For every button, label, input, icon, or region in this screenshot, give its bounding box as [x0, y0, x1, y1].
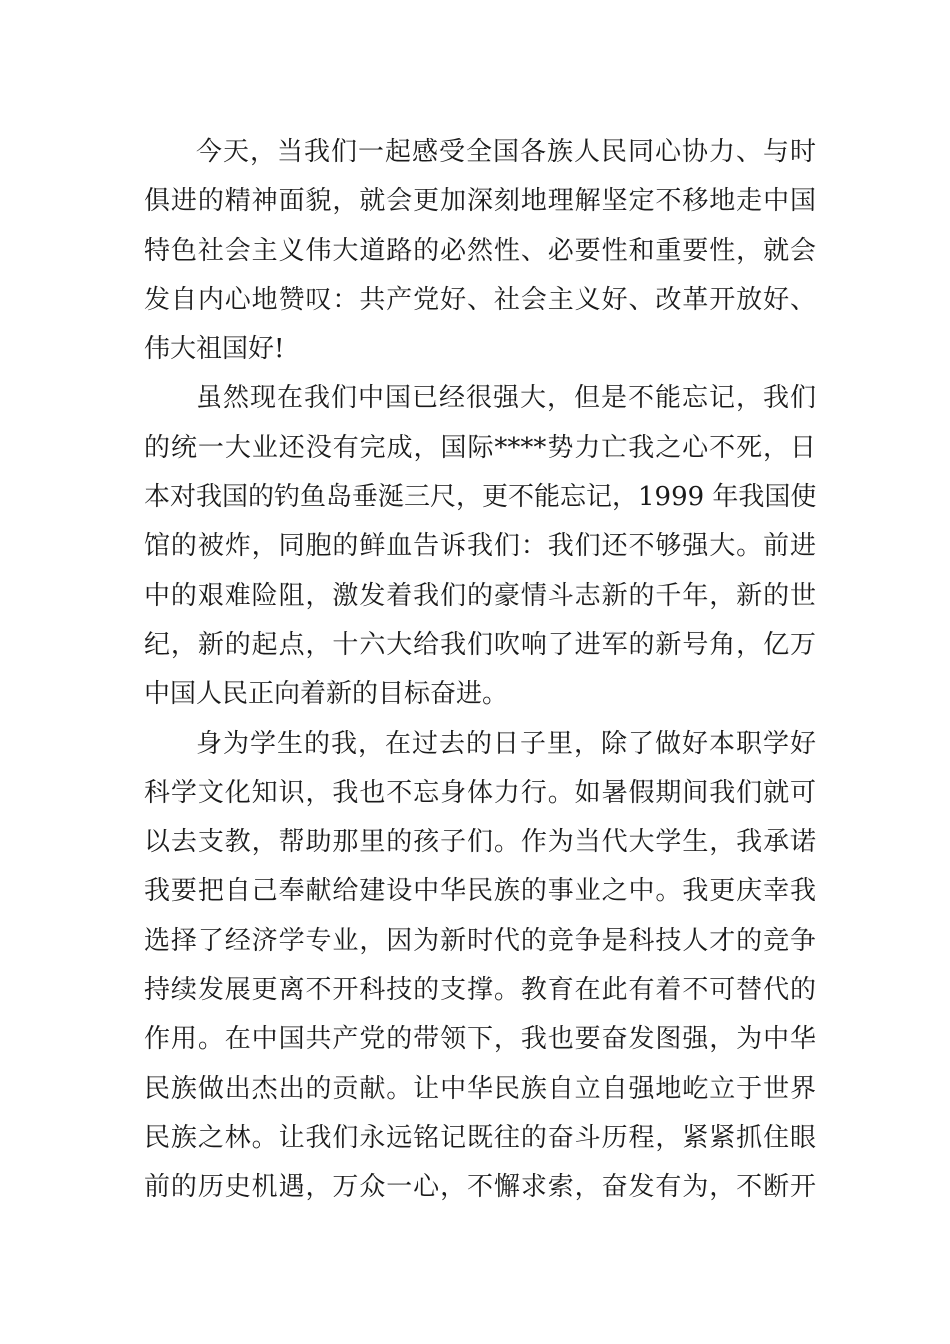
body-text [144, 128, 816, 1213]
text-line: 俱进的精神面貌，就会更加深刻地理解坚定不移地走中国 [144, 186, 816, 217]
text-line: 选择了经济学专业，因为新时代的竞争是科技人才的竞争 [144, 925, 816, 956]
text-line: 身为学生的我，在过去的日子里，除了做好本职学好 [196, 728, 816, 759]
text-line: 今天，当我们一起感受全国各族人民同心协力、与时 [196, 137, 816, 167]
paragraph [144, 720, 816, 1213]
text-line: 以去支教，帮助那里的孩子们。作为当代大学生，我承诺 [144, 827, 816, 858]
text-line: 馆的被炸，同胞的鲜血告诉我们：我们还不够强大。前进 [144, 531, 816, 562]
text-line: 持续发展更离不开科技的支撑。教育在此有着不可替代的 [144, 975, 816, 1006]
text-line: 虽然现在我们中国已经很强大，但是不能忘记，我们 [196, 383, 816, 414]
text-line: 的统一大业还没有完成，国际****势力亡我之心不死，日 [144, 432, 816, 463]
text-line: 科学文化知识，我也不忘身体力行。如暑假期间我们就可 [144, 777, 816, 808]
text-line: 民族之林。让我们永远铭记既往的奋斗历程，紧紧抓住眼 [144, 1122, 816, 1153]
text-line: 民族做出杰出的贡献。让中华民族自立自强地屹立于世界 [144, 1073, 816, 1104]
text-line: 发自内心地赞叹：共产党好、社会主义好、改革开放好、 [144, 284, 816, 315]
text-line: 我要把自己奉献给建设中华民族的事业之中。我更庆幸我 [144, 876, 816, 907]
text-line: 中国人民正向着新的目标奋进。 [144, 679, 509, 710]
paragraph [144, 374, 816, 719]
text-line: 本对我国的钓鱼岛垂涎三尺，更不能忘记，1999 年我国使 [144, 482, 816, 513]
text-line: 中的艰难险阻，激发着我们的豪情斗志新的千年，新的世 [144, 580, 816, 611]
text-line: 作用。在中国共产党的带领下，我也要奋发图强，为中华 [144, 1024, 816, 1055]
text-line: 前的历史机遇，万众一心，不懈求索，奋发有为，不断开 [144, 1172, 816, 1203]
text-line: 纪，新的起点，十六大给我们吹响了进军的新号角，亿万 [144, 629, 816, 660]
text-line: 特色社会主义伟大道路的必然性、必要性和重要性，就会 [144, 235, 816, 266]
text-line: 伟大祖国好! [144, 334, 285, 365]
paragraph [144, 128, 816, 374]
